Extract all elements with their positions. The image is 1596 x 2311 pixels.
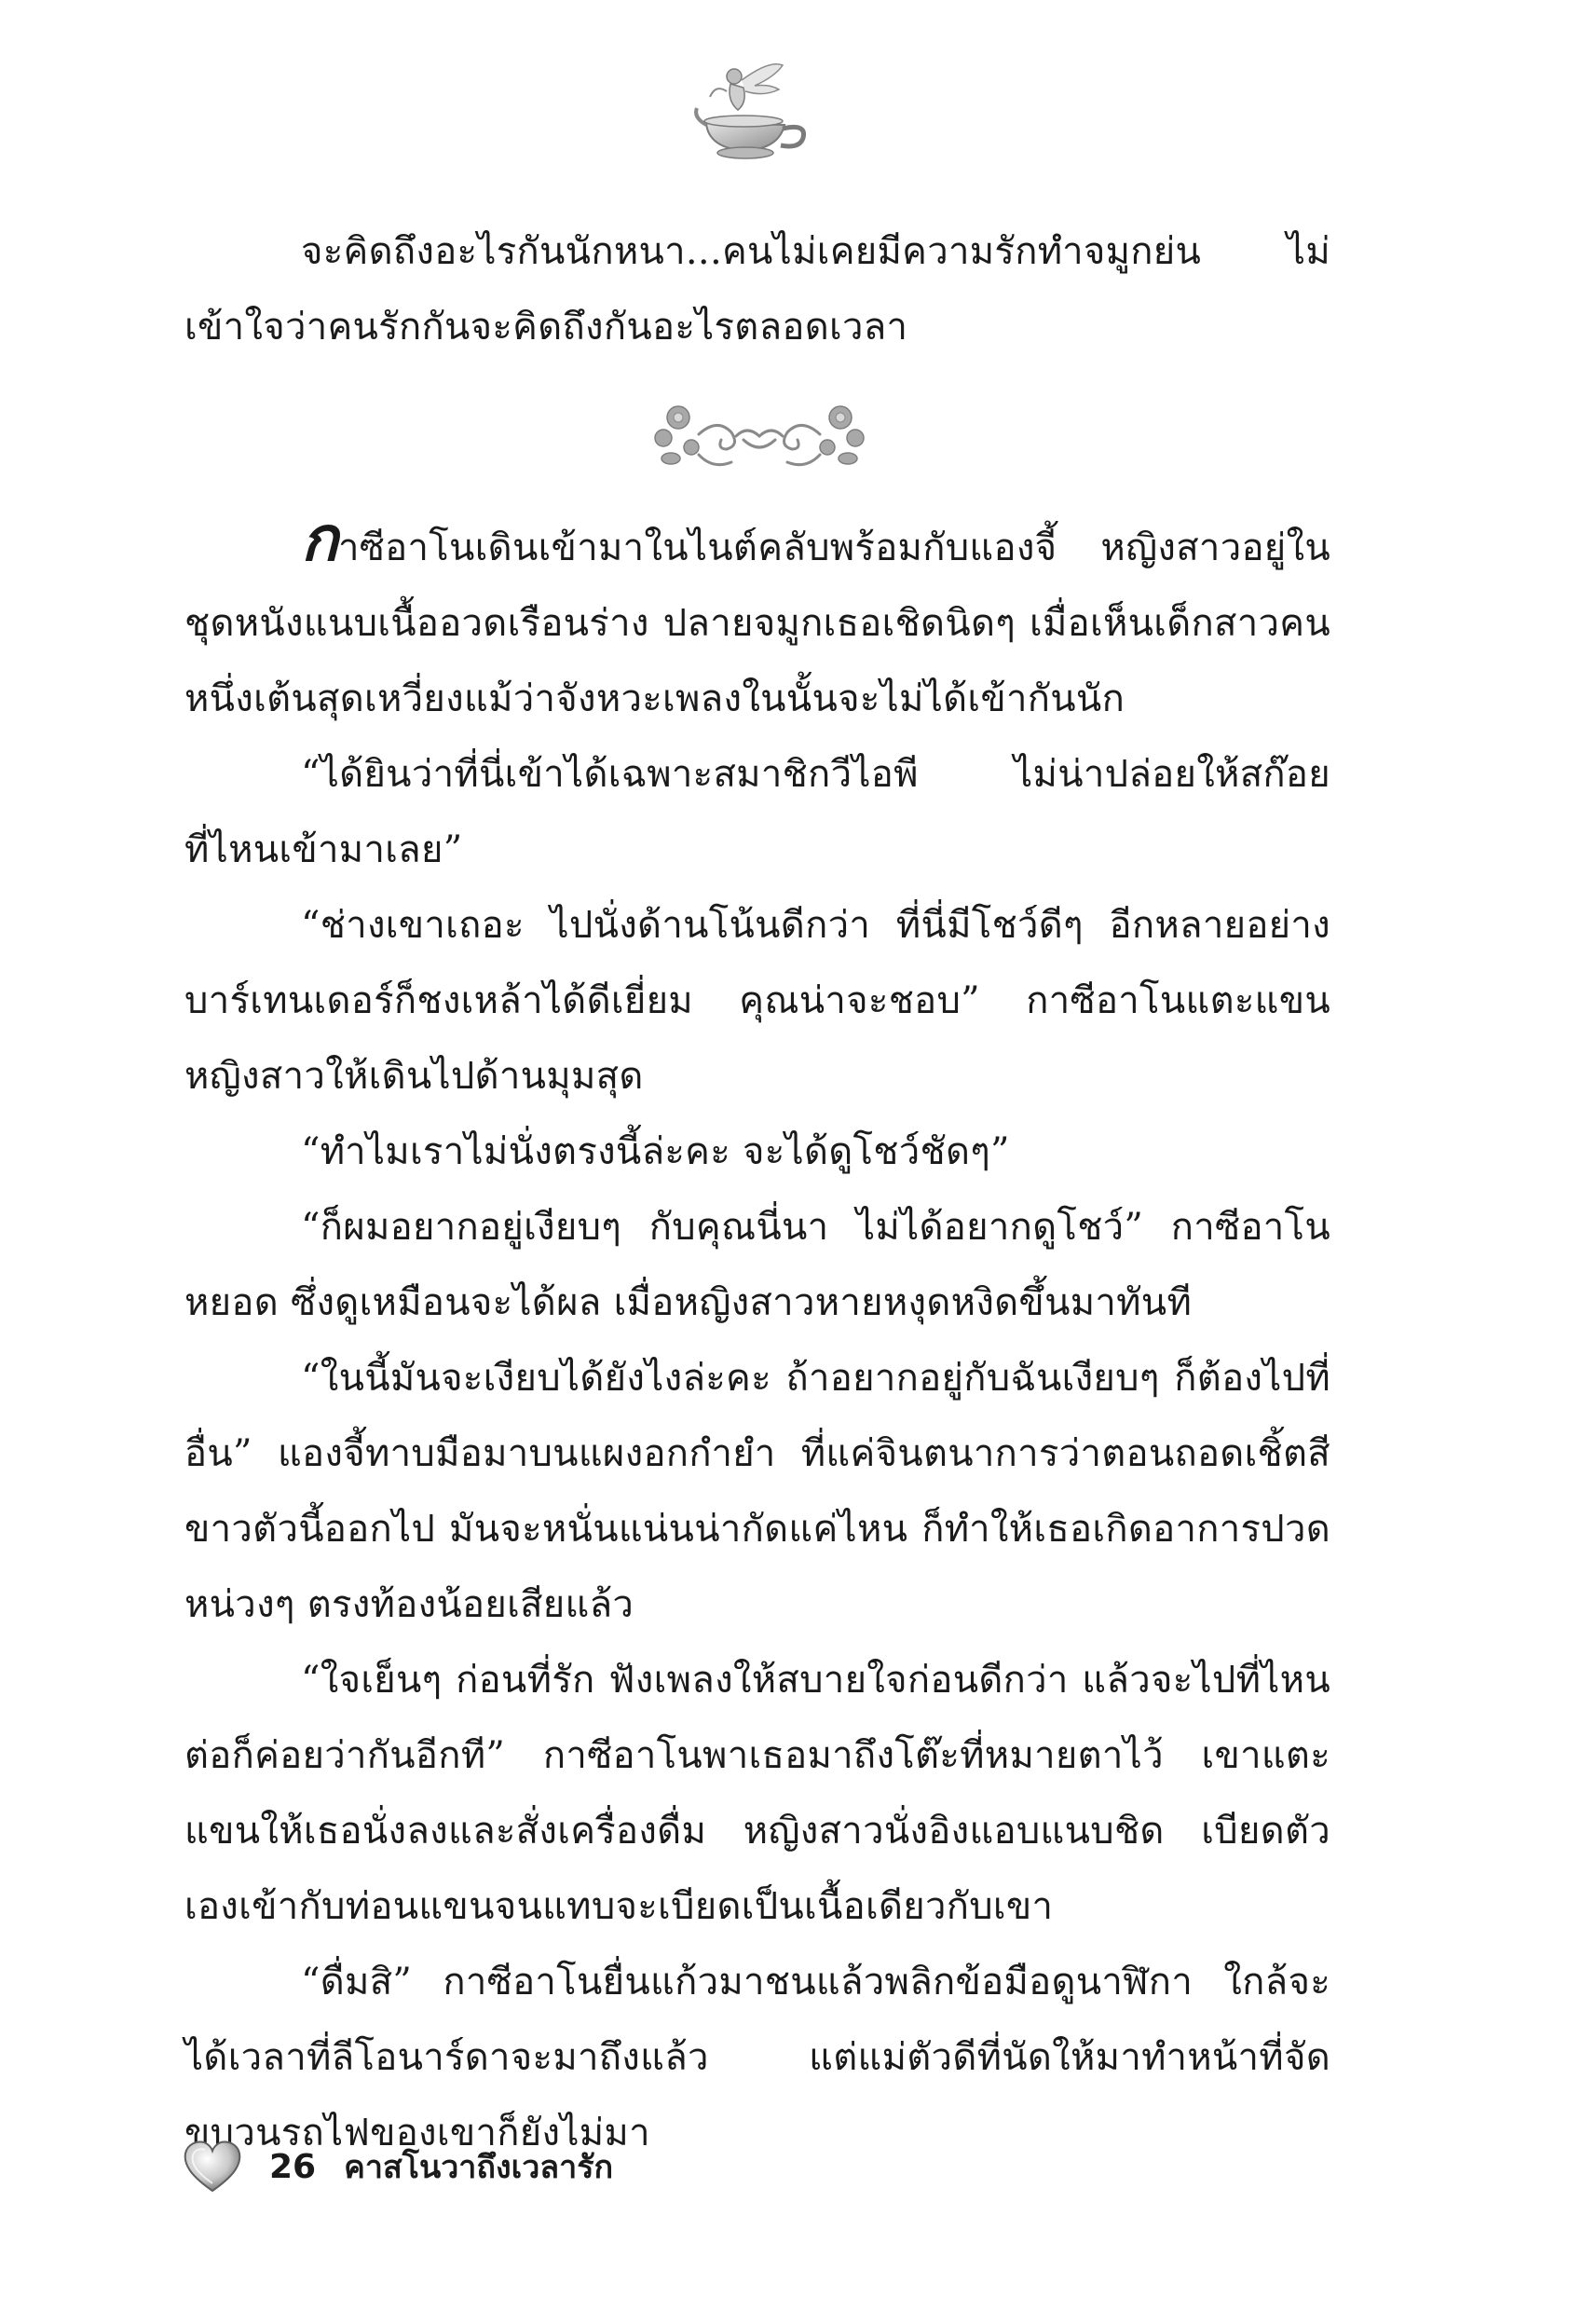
book-title: คาสโนวาถึงเวลารัก xyxy=(344,2149,614,2186)
page-number: 26 xyxy=(269,2147,317,2186)
paragraph: “ทำไมเราไม่นั่งตรงนี้ล่ะคะ จะได้ดูโชว์ชัดๆ” xyxy=(301,1130,1010,1173)
paragraph: “ใจเย็นๆ ก่อนที่รัก ฟังเพลงให้สบายใจก่อนดีกว่า แล้วจะไปที่ไหนต่อก็ค่อยว่ากันอีกที” กาซีอาโนพาเธอมาถึงโต๊ะที่หมายตาไว้ เขาแตะแขนให้เธอนั่งลงและสั่งเครื่องดื่ม หญิงสาวนั่งอิงแอบแนบชิด เบียดตัวเองเข้ากับท่อนแขนจนแทบจะเบียดเป็นเนื้อเดียวกับเขา xyxy=(184,1659,1330,1928)
paragraph: “ในนี้มันจะเงียบได้ยังไงล่ะคะ ถ้าอยากอยู่กับฉันเงียบๆ ก็ต้องไปที่อื่น” แองจี้ทาบมือมาบนแผงอกกำยำ ที่แค่จินตนาการว่าตอนถอดเชิ้ตสีขาวตัวนี้ออกไป มันจะหนั่นแน่นน่ากัดแค่ไหน ก็ทำให้เธอเกิดอาการปวดหน่วงๆ ตรงท้องน้อยเสียแล้ว xyxy=(184,1357,1330,1626)
paragraph: “ดื่มสิ” กาซีอาโนยื่นแก้วมาชนแล้วพลิกข้อมือดูนาฬิกา ใกล้จะได้เวลาที่ลีโอนาร์ดาจะมาถึงแล้ว แต่แม่ตัวดีที่นัดให้มาทำหน้าที่จัดขบวนรถไฟของเขาก็ยังไม่มา xyxy=(184,1961,1330,2154)
story-text xyxy=(184,503,1330,2171)
paragraph: “ได้ยินว่าที่นี่เข้าได้เฉพาะสมาชิกวีไอพี ไม่น่าปล่อยให้สก๊อยที่ไหนเข้ามาเลย” xyxy=(184,753,1330,871)
floral-divider-icon xyxy=(643,380,876,483)
heart-icon xyxy=(182,2139,243,2195)
intro-paragraph-block xyxy=(184,214,1330,365)
paragraph: “ก็ผมอยากอยู่เงียบๆ กับคุณนี่นา ไม่ได้อยากดูโชว์” กาซีอาโนหยอด ซึ่งดูเหมือนจะได้ผล เมื่อหญิงสาวหายหงุดหงิดขึ้นมาทันที xyxy=(184,1206,1330,1324)
drop-cap: ก xyxy=(301,503,338,575)
opening-paragraph xyxy=(184,503,1330,737)
paragraph: “ช่างเขาเถอะ ไปนั่งด้านโน้นดีกว่า ที่นี่มีโชว์ดีๆ อีกหลายอย่าง บาร์เทนเดอร์ก็ชงเหล้าได้ดีเยี่ยม คุณน่าจะชอบ” กาซีอาโนแตะแขนหญิงสาวให้เดินไปด้านมุมสุด xyxy=(184,904,1330,1098)
page-footer xyxy=(182,2134,613,2199)
cupid-teacup-icon xyxy=(689,56,820,163)
opening-paragraph-text: าซีอาโนเดินเข้ามาในไนต์คลับพร้อมกับแองจี้ หญิงสาวอยู่ในชุดหนังแนบเนื้ออวดเรือนร่าง ปลายจมูกเธอเชิดนิดๆ เมื่อเห็นเด็กสาวคนหนึ่งเต้นสุดเหวี่ยงแม้ว่าจังหวะเพลงในนั้นจะไม่ได้เข้ากันนัก xyxy=(184,526,1330,720)
intro-paragraph: จะคิดถึงอะไรกันนักหนา...คนไม่เคยมีความรักทำจมูกย่น ไม่เข้าใจว่าคนรักกันจะคิดถึงกันอะไรตลอดเวลา xyxy=(184,230,1330,349)
